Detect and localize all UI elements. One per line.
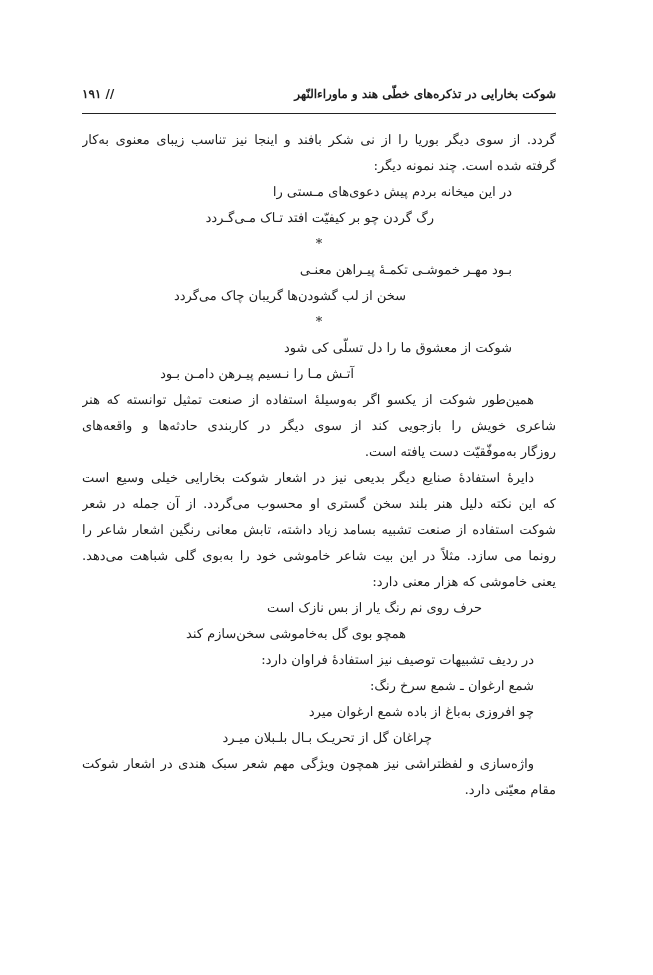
paragraph-line: همین‌طور شوکت از یکسو اگر به‌وسیلۀ استفاده از صنعت تمثیل توانسته که هنر (82, 393, 534, 408)
page-body (82, 128, 556, 804)
running-header (82, 82, 556, 106)
paragraph-line: شمع ارغوان ـ شمع سرخ رنگ: (369, 679, 534, 694)
verse-hemistich: حرف روی نم رنگ یار از بس نازک است (267, 601, 482, 616)
verse-hemistich: بـود مهـر خموشـی تکمـۀ پیـراهن معنـی (299, 263, 512, 278)
asterisk: * (315, 315, 323, 330)
header-rule (82, 113, 556, 114)
paragraph-line: رونما می سازد. مثلاً در این بیت شاعر خاموشی خود را به‌بوی گلی شباهت می‌دهد. (82, 549, 556, 564)
paragraph-line: گرفته شده است. چند نمونه دیگر: (373, 159, 556, 174)
verse-separator (82, 310, 556, 336)
verse-hemistich: چو افروزی به‌باغ از باده شمع ارغوان میرد (308, 705, 534, 720)
paragraph-line: واژه‌سازی و لفظتراشی نیز همچون ویژگی مهم شعر سبک هندی در اشعار شوکت (82, 757, 534, 772)
asterisk: * (315, 237, 323, 252)
paragraph-line: که این نکته دلیل هنر بلند سخن گستری او محسوب می‌گردد. از آن جمله در شعر (82, 497, 556, 512)
verse-hemistich: چراغان گل از تحریـک بـال بلـبلان میـرد (222, 731, 432, 746)
paragraph-line: دایرۀ استفادۀ صنایع دیگر بدیعی نیز در اشعار شوکت بخارایی خیلی وسیع است (82, 471, 534, 486)
verse-hemistich: سخن از لب گشودن‌ها گریبان چاک می‌گردد (173, 289, 406, 304)
paragraph-line: مقام معیّنی دارد. (464, 783, 556, 798)
paragraph-line: روزگار به‌موفّقیّت دست یافته است. (364, 445, 556, 460)
paragraph-line: شوکت استفاده از صنعت تشبیه بسامد زیاد داشته، تابش معانی رنگین اشعار شاعر را (82, 523, 556, 538)
verse-hemistich: شوکت از معشوق ما را دل تسلّی کی شود (284, 341, 512, 356)
running-title: شوکت بخارایی در تذکره‌های خطّی هند و ماوراءالنّهر (294, 87, 556, 101)
paragraph-line: شاعری خویش را بازجویی کند از سوی دیگر در کاربندی حادثه‌ها و واقعه‌های (82, 419, 556, 434)
verse-hemistich: همچو بوی گل به‌خاموشی سخن‌سازم کند (186, 627, 406, 642)
paragraph-line: یعنی خاموشی که هزار معنی دارد: (372, 575, 556, 590)
verse-hemistich: در این میخانه بردم پیش دعوی‌های مـستی را (272, 185, 512, 200)
paragraph-line: گردد. از سوی دیگر بوریا را از نی شکر بافند و اینجا نیز تناسب زیبای معنوی به‌کار (82, 133, 556, 148)
verse-hemistich: آتـش مـا را نـسیم پیـرهن دامـن بـود (160, 367, 354, 382)
paragraph-line: در ردیف تشبیهات توصیف نیز استفادۀ فراوان دارد: (261, 653, 534, 668)
page-number: // ۱۹۱ (82, 87, 115, 101)
verse-hemistich: رگ گردن چو بر کیفیّت افتد تـاک مـی‌گـردد (205, 211, 434, 226)
verse-separator (82, 232, 556, 258)
